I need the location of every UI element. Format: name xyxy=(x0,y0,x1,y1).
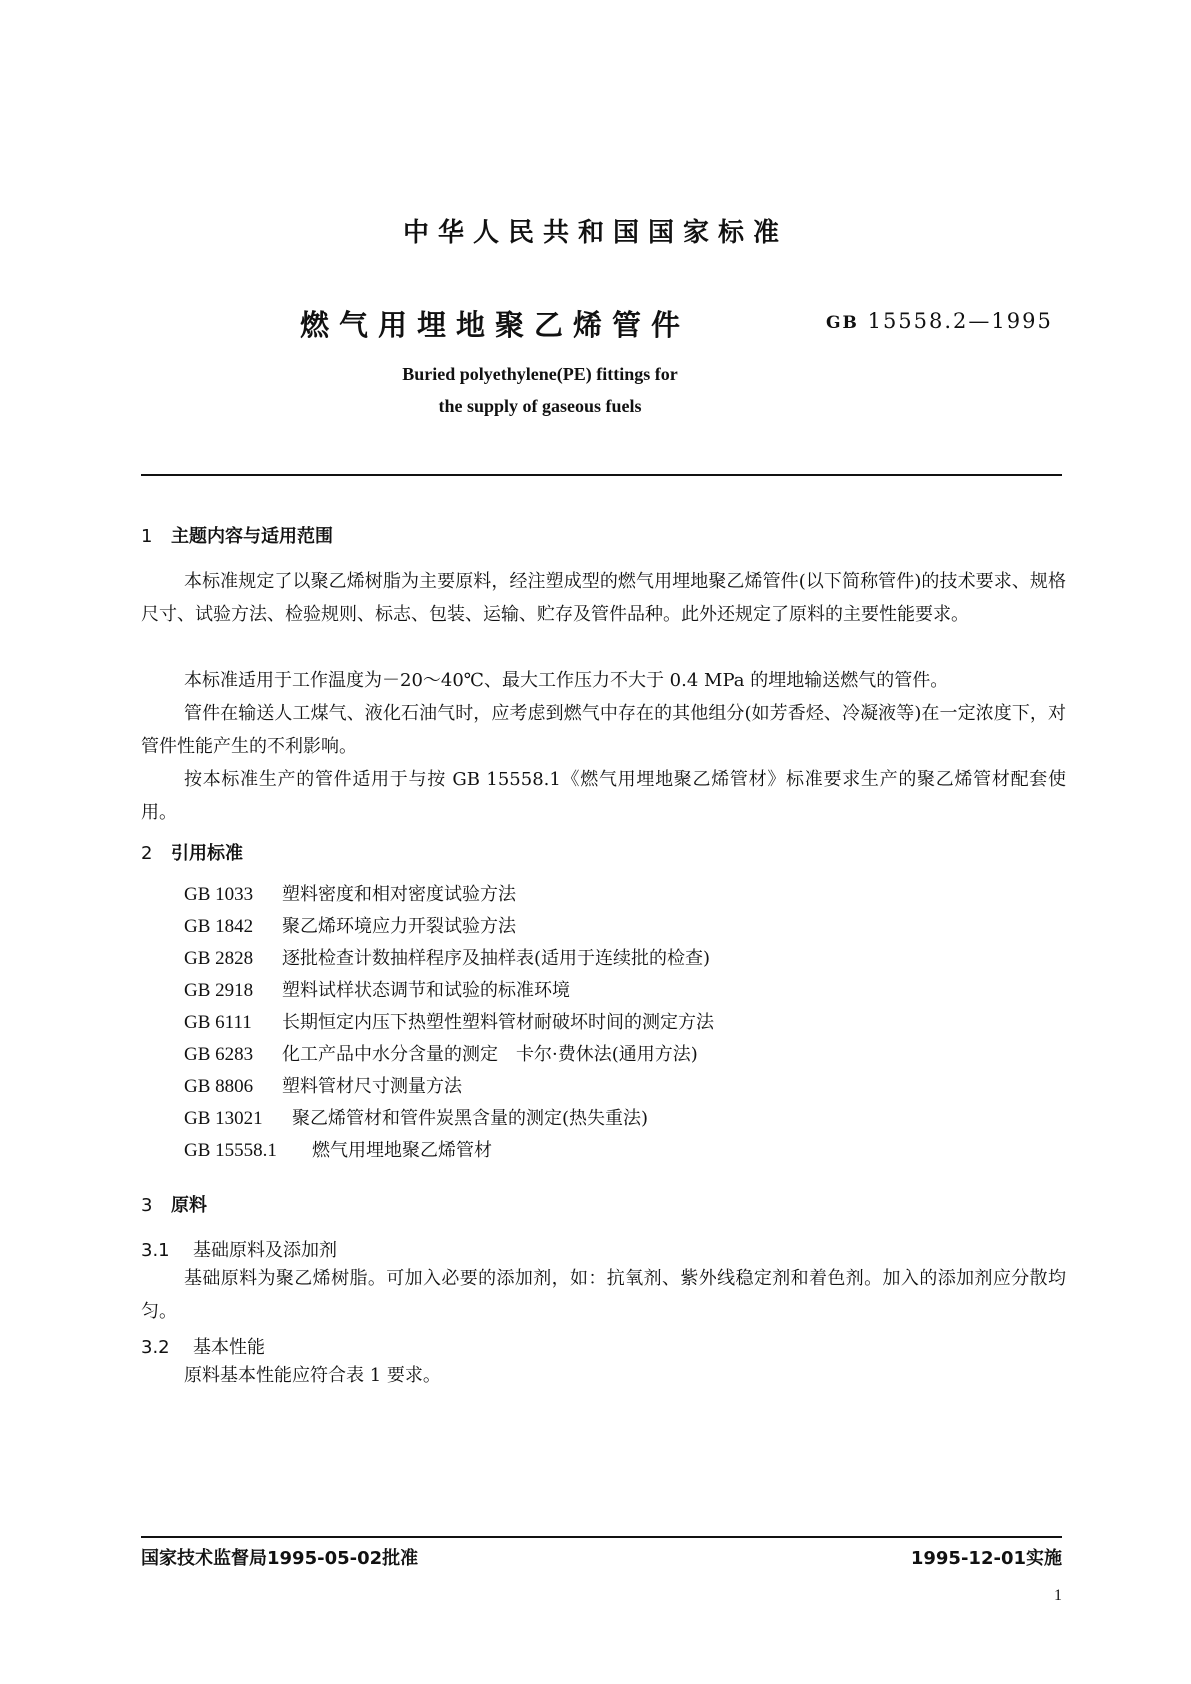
section-1-title: 主题内容与适用范围 xyxy=(171,526,333,547)
section-3-1-title: 基础原料及添加剂 xyxy=(193,1240,337,1261)
reference-item xyxy=(184,1071,714,1103)
reference-title: 逐批检查计数抽样程序及抽样表(适用于连续批的检查) xyxy=(282,948,711,969)
section-3-2-heading xyxy=(141,1333,265,1359)
standard-number xyxy=(826,309,1053,333)
section-3-title: 原料 xyxy=(171,1195,207,1216)
document-title: 燃气用埋地聚乙烯管件 xyxy=(300,308,691,342)
reference-title: 塑料管材尺寸测量方法 xyxy=(282,1076,462,1097)
english-title-line-2: the supply of gaseous fuels xyxy=(438,396,642,416)
section-1-paragraph-3: 管件在输送人工煤气、液化石油气时，应考虑到燃气中存在的其他组分(如芳香烃、冷凝液等)在一定浓度下，对管件性能产生的不利影响。 xyxy=(141,703,1066,757)
reference-code: GB 8806 xyxy=(184,1076,254,1097)
section-3-heading xyxy=(141,1191,207,1217)
reference-title: 燃气用埋地聚乙烯管材 xyxy=(312,1140,492,1161)
page-number: 1 xyxy=(1054,1587,1062,1604)
reference-title: 聚乙烯管材和管件炭黑含量的测定(热失重法) xyxy=(292,1108,649,1129)
reference-code: GB 1842 xyxy=(184,916,254,937)
section-3-2-paragraph: 原料基本性能应符合表 1 要求。 xyxy=(184,1365,441,1386)
reference-item xyxy=(184,1007,714,1039)
referenced-standards-list xyxy=(184,879,714,1167)
approval-date: 国家技术监督局1995-05-02批准 xyxy=(141,1548,419,1569)
section-1-number: 1 xyxy=(141,526,153,547)
reference-code: GB 2918 xyxy=(184,980,254,1001)
section-3-1-heading xyxy=(141,1236,337,1262)
section-3-number: 3 xyxy=(141,1195,153,1216)
reference-item xyxy=(184,1135,714,1167)
section-2-title: 引用标准 xyxy=(171,843,243,864)
national-standard-heading: 中华人民共和国国家标准 xyxy=(402,218,788,248)
reference-item xyxy=(184,1039,714,1071)
reference-title: 聚乙烯环境应力开裂试验方法 xyxy=(282,916,516,937)
reference-item xyxy=(184,879,714,911)
reference-code: GB 6111 xyxy=(184,1012,252,1033)
reference-code: GB 2828 xyxy=(184,948,254,969)
reference-code: GB 15558.1 xyxy=(184,1140,277,1161)
reference-item xyxy=(184,975,714,1007)
reference-code: GB 1033 xyxy=(184,884,254,905)
section-1-heading xyxy=(141,522,333,548)
reference-title: 化工产品中水分含量的测定 卡尔·费休法(通用方法) xyxy=(282,1044,698,1065)
implementation-date: 1995-12-01实施 xyxy=(910,1548,1062,1569)
reference-code: GB 6283 xyxy=(184,1044,254,1065)
reference-title: 塑料密度和相对密度试验方法 xyxy=(282,884,516,905)
reference-title: 塑料试样状态调节和试验的标准环境 xyxy=(282,980,570,1001)
section-3-2-title: 基本性能 xyxy=(193,1337,265,1358)
reference-item xyxy=(184,1103,714,1135)
header-divider xyxy=(141,474,1062,476)
section-2-number: 2 xyxy=(141,843,153,864)
standard-code: 15558.2—1995 xyxy=(867,309,1053,333)
section-3-1-number: 3.1 xyxy=(141,1240,170,1261)
reference-title: 长期恒定内压下热塑性塑料管材耐破坏时间的测定方法 xyxy=(282,1012,714,1033)
section-1-paragraph-2: 本标准适用于工作温度为－20～40℃、最大工作压力不大于 0.4 MPa 的埋地输送燃气的管件。 xyxy=(184,670,949,691)
section-3-2-number: 3.2 xyxy=(141,1337,170,1358)
section-3-1-paragraph: 基础原料为聚乙烯树脂。可加入必要的添加剂，如：抗氧剂、紫外线稳定剂和着色剂。加入的添加剂应分散均匀。 xyxy=(141,1268,1066,1322)
standard-prefix: GB xyxy=(826,313,859,333)
english-title-line-1: Buried polyethylene(PE) fittings for xyxy=(402,364,678,384)
reference-code: GB 13021 xyxy=(184,1108,263,1129)
reference-item xyxy=(184,911,714,943)
footer-divider xyxy=(141,1536,1062,1538)
section-1-paragraph-4: 按本标准生产的管件适用于与按 GB 15558.1《燃气用埋地聚乙烯管材》标准要求生产的聚乙烯管材配套使用。 xyxy=(141,769,1066,823)
section-2-heading xyxy=(141,839,243,865)
section-1-paragraph-1: 本标准规定了以聚乙烯树脂为主要原料，经注塑成型的燃气用埋地聚乙烯管件(以下简称管件)的技术要求、规格尺寸、试验方法、检验规则、标志、包装、运输、贮存及管件品种。此外还规定了原料的主要性能要求。 xyxy=(141,571,1066,625)
reference-item xyxy=(184,943,714,975)
